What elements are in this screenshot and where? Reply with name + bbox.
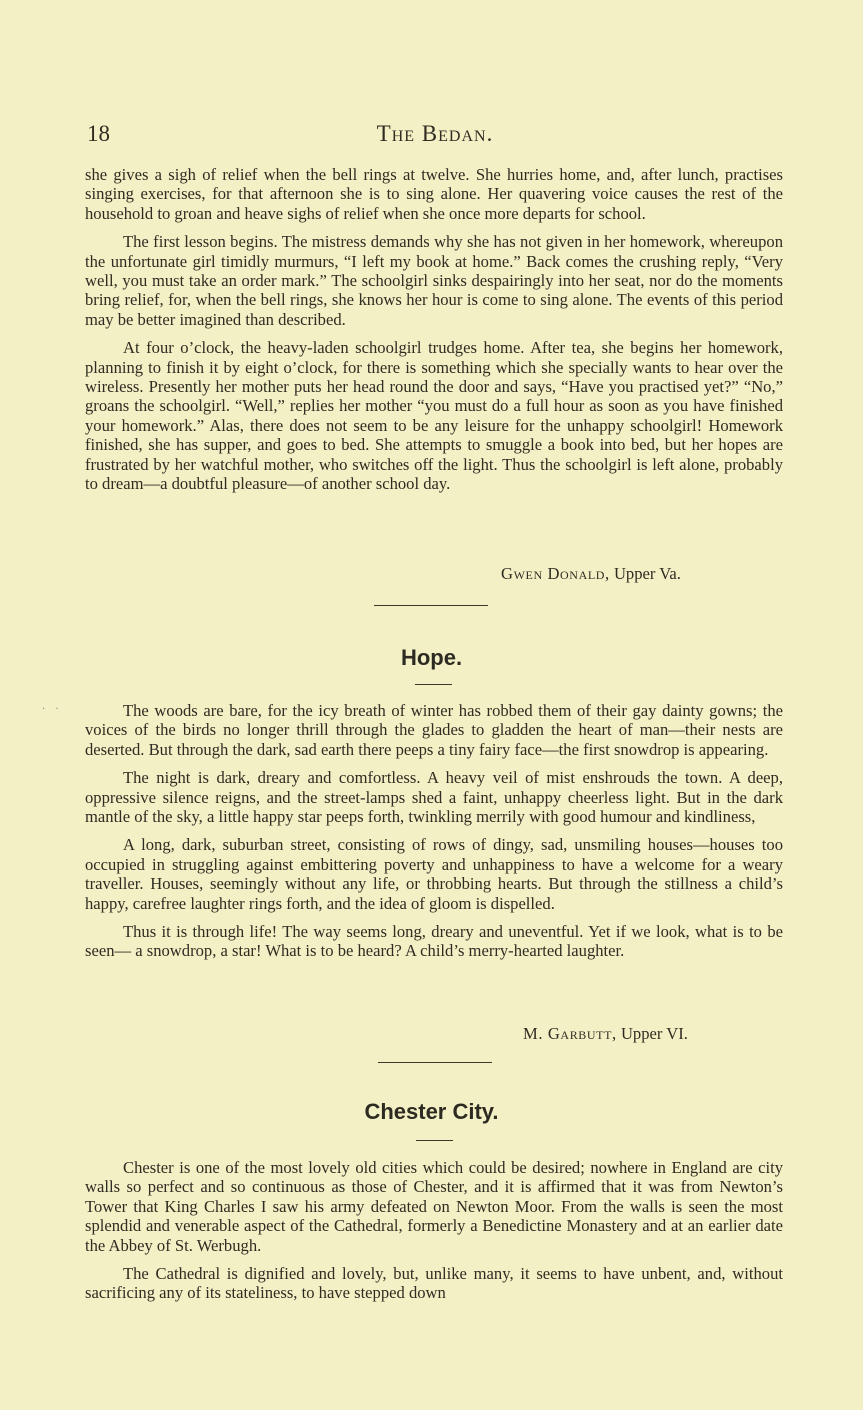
article-hope <box>85 701 783 961</box>
paragraph: she gives a sigh of relief when the bell rings at twelve. She hurries home, and, after lunch, practises singing exercises, for that afternoon she is to sing alone. Her quavering voice causes the rest of the household to groan and heave sighs of relief when she once more departs for school. <box>85 165 783 223</box>
author-form: Upper VI. <box>620 1024 688 1043</box>
article-chester-city <box>85 1158 783 1303</box>
author-name: M. Garbutt, <box>523 1024 617 1043</box>
paragraph: Chester is one of the most lovely old cities which could be desired; nowhere in England are city walls so perfect and so continuous as those of Chester, and it is affirmed that it was from Newton’s Tower that King Charles I saw his army defeated on Newton Moor. From the walls is seen the most splendid and venerable aspect of the Cathedral, formerly a Benedictine Monastery and at an earlier date the Abbey of St. Werbugh. <box>85 1158 783 1255</box>
author-signature <box>523 1024 688 1044</box>
paragraph: A long, dark, suburban street, consisting of rows of dingy, sad, unsmiling houses—houses too occupied in struggling against embittering poverty and unhappiness to have a welcome for a weary traveller. Houses, seemingly without any life, or throbbing hearts. But through the stillness a child’s happy, carefree laughter rings forth, and the idea of gloom is dispelled. <box>85 835 783 913</box>
section-divider <box>374 605 488 606</box>
article-title-hope: Hope. <box>400 645 463 670</box>
paragraph: Thus it is through life! The way seems long, dreary and uneventful. Yet if we look, what is to be seen— a snowdrop, a star! What is to be heard? A child’s merry-hearted laughter. <box>85 922 783 961</box>
paragraph: The Cathedral is dignified and lovely, but, unlike many, it seems to have unbent, and, without sacrificing any of its stateliness, to have stepped down <box>85 1264 783 1303</box>
section-divider <box>378 1062 492 1063</box>
margin-marks: ·· <box>42 704 69 715</box>
article-title-chester-city: Chester City. <box>364 1099 499 1124</box>
page-header <box>87 121 783 151</box>
running-title: The Bedan. <box>376 121 494 146</box>
paragraph: The first lesson begins. The mistress demands why she has not given in her homework, whereupon the unfortunate girl timidly murmurs, “I left my book at home.” Back comes the crushing reply, “Very well, you must take an order mark.” The schoolgirl sinks despairingly into her seat, nor do the moments bring relief, for, when the bell rings, she knows her hour is come to sing alone. The events of this period may be better imagined than described. <box>85 232 783 329</box>
article-continuation <box>85 165 783 494</box>
author-name: Gwen Donald, <box>501 564 610 583</box>
title-underline <box>416 1140 453 1141</box>
paragraph: The woods are bare, for the icy breath of winter has robbed them of their gay dainty gowns; the voices of the birds no longer thrill through the glades to gladden the heart of man—their nests are deserted. But through the dark, sad earth there peeps a tiny fairy face—the first snowdrop is appearing. <box>85 701 783 759</box>
title-underline <box>415 684 452 685</box>
paragraph: At four o’clock, the heavy-laden schoolgirl trudges home. After tea, she begins her homework, planning to finish it by eight o’clock, for there is something which she specially wants to hear over the wireless. Presently her mother puts her head round the door and says, “Have you practised yet?” “No,” groans the schoolgirl. “Well,” replies her mother “you must do a full hour as soon as you have finished your homework.” Alas, there does not seem to be any leisure for the unhappy schoolgirl! Homework finished, she has supper, and goes to bed. She attempts to smuggle a book into bed, but her hopes are frustrated by her watchful mother, who switches off the light. Thus the schoolgirl is left alone, probably to dream—a doubtful pleasure—of another school day. <box>85 338 783 494</box>
author-form: Upper Va. <box>613 564 681 583</box>
paragraph: The night is dark, dreary and comfortless. A heavy veil of mist enshrouds the town. A deep, oppressive silence reigns, and the street-lamps shed a faint, unhappy cheerless light. But in the dark mantle of the sky, a little happy star peeps forth, twinkling merrily with good humour and kindliness, <box>85 768 783 827</box>
author-signature <box>501 564 681 584</box>
page-number: 18 <box>87 121 110 146</box>
